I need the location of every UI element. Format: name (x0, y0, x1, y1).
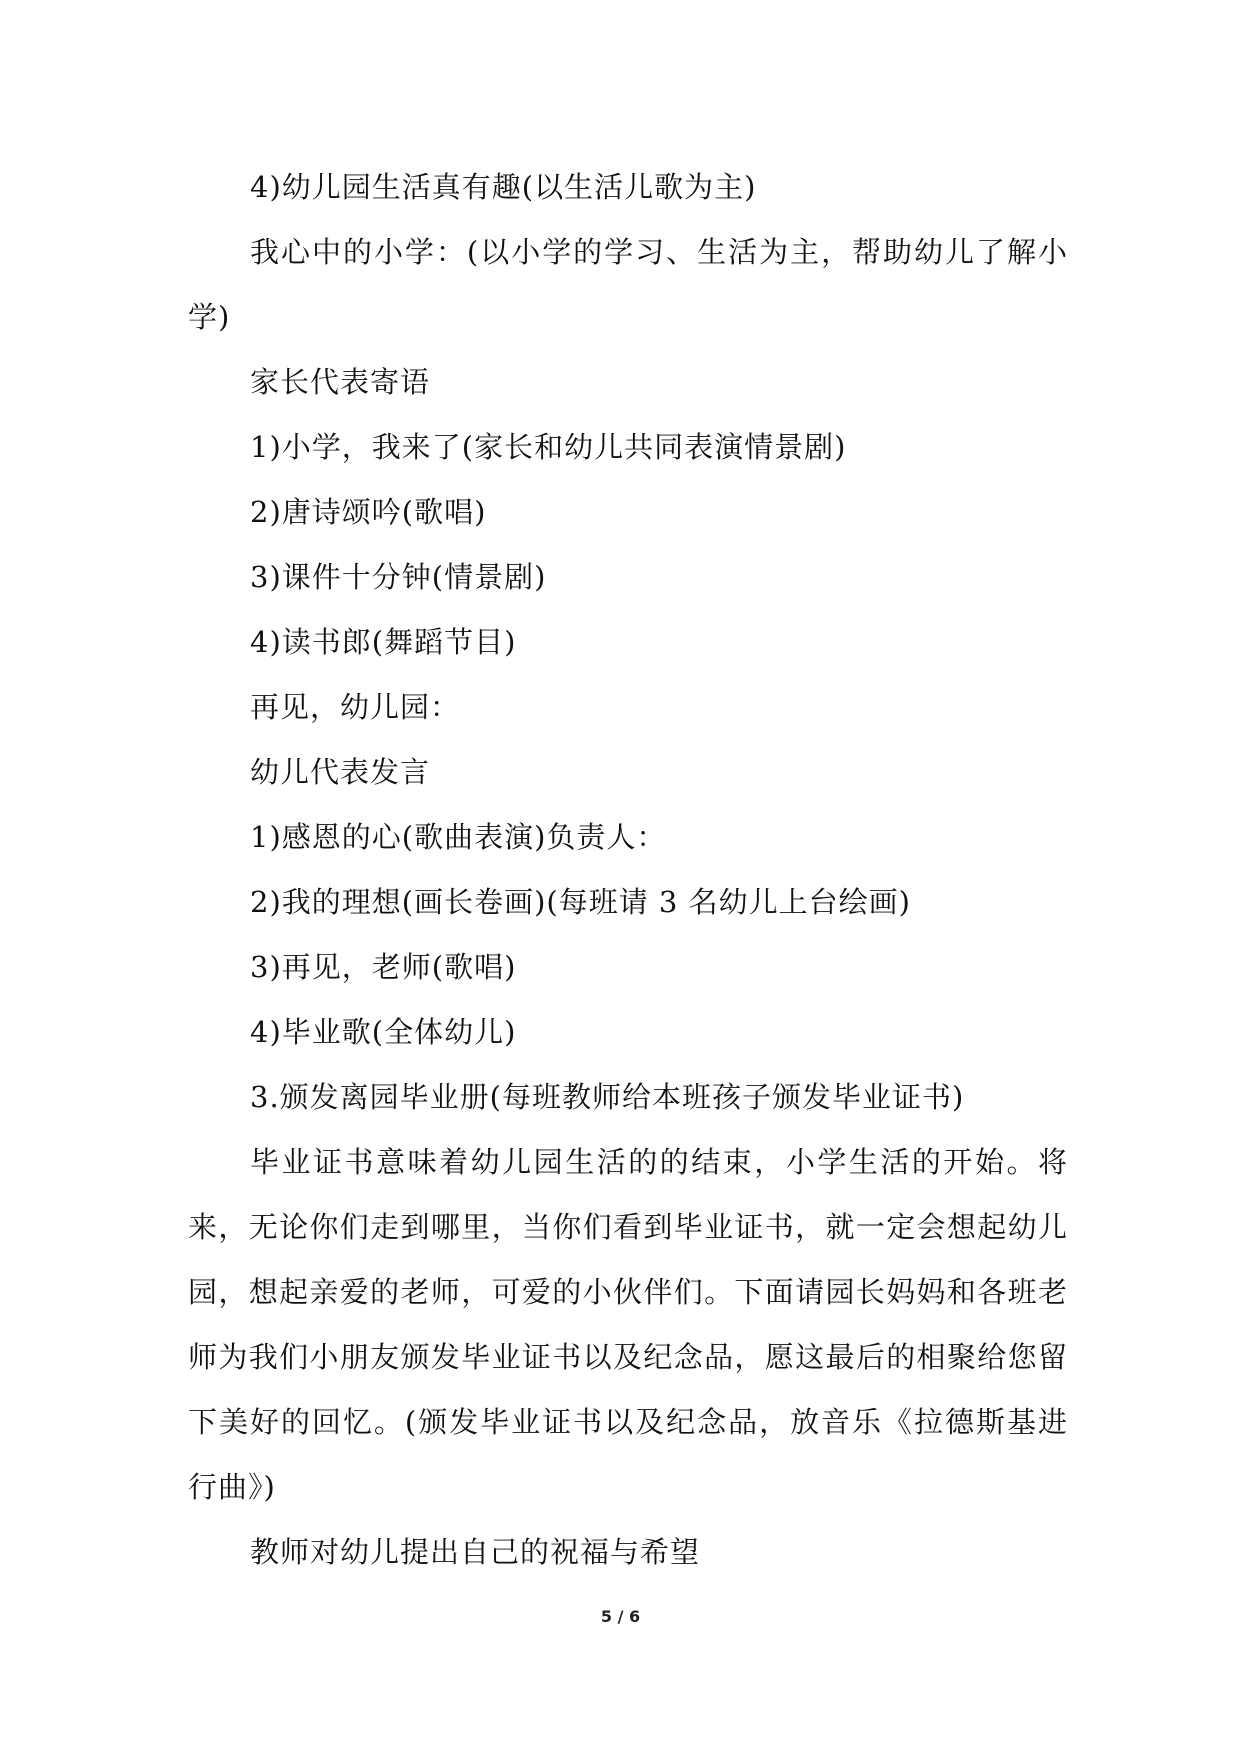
page-number: 5 / 6 (600, 1607, 641, 1626)
paragraph: 幼儿代表发言 (250, 755, 431, 789)
paragraph: 4)幼儿园生活真有趣(以生活儿歌为主) (250, 170, 757, 204)
document-body (188, 155, 1068, 1585)
paragraph: 1)小学，我来了(家长和幼儿共同表演情景剧) (250, 430, 847, 464)
paragraph: 家长代表寄语 (250, 365, 431, 399)
paragraph: 毕业证书意味着幼儿园生活的的结束，小学生活的开始。将来，无论你们走到哪里，当你们看到毕业证书，就一定会想起幼儿园，想起亲爱的老师，可爱的小伙伴们。下面请园长妈妈和各班老师为我们小朋友颁发毕业证书以及纪念品，愿这最后的相聚给您留下美好的回忆。(颁发毕业证书以及纪念品，放音乐《拉德斯基进行曲》) (188, 1145, 1068, 1504)
paragraph: 3)再见，老师(歌唱) (250, 950, 517, 984)
paragraph: 1)感恩的心(歌曲表演)负责人： (250, 820, 667, 854)
paragraph: 3)课件十分钟(情景剧) (250, 560, 547, 594)
paragraph: 4)毕业歌(全体幼儿) (250, 1015, 517, 1049)
paragraph: 3.颁发离园毕业册(每班教师给本班孩子颁发毕业证书) (250, 1080, 965, 1114)
paragraph: 再见，幼儿园： (250, 690, 461, 724)
paragraph: 4)读书郎(舞蹈节目) (250, 625, 517, 659)
paragraph: 2)我的理想(画长卷画)(每班请 3 名幼儿上台绘画) (250, 885, 911, 919)
paragraph: 我心中的小学：(以小学的学习、生活为主，帮助幼儿了解小学) (188, 235, 1068, 334)
paragraph: 教师对幼儿提出自己的祝福与希望 (250, 1535, 701, 1569)
paragraph: 2)唐诗颂吟(歌唱) (250, 495, 487, 529)
